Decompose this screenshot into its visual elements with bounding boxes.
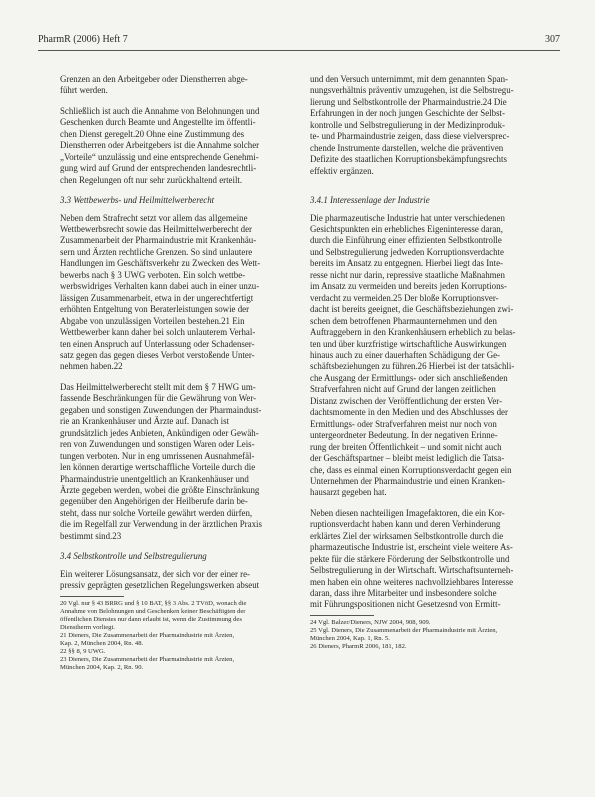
paragraph: Neben dem Strafrecht setzt vor allem das allgemeine Wettbewerbsrecht sowie das Heilmittelwerberecht der Zusammenarbeit der Pharmaindustrie mit Krankenhäu- sern und Ärzten rechtliche Grenzen. So sind unlautere Handlungen im Geschäftsverkehr zu Zwecken des Wett- bewerbs nach § 3 UWG verboten. Ein solch wettbe- werbswidriges Verhalten kann dabei auch in einer unzu- lässigen Zusammenarbeit, etwa in der ungerechtfertigt erhöhten Entgeltung von Beraterleistungen sowie der Abgabe von unzulässigen Vorteilen bestehen.21 Ein Wettbewerber kann daher bei solch unlauterem Verhal- ten einen Anspruch auf Unterlassung oder Schadenser- satz gegen das gegen dieses Verbot verstoßende Unter- nehmen haben.22: [60, 212, 261, 372]
footnote: 22 §§ 8, 9 UWG.: [60, 648, 106, 656]
paragraph: Das Heilmittelwerberecht stellt mit dem § 7 HWG um- fassende Beschränkungen für die Gewährung von Wer- gegaben und sonstigen Zuwendungen der Pharmaindust- rie an Krankenhäuser und Ärzte auf. Danach ist grundsätzlich jedes Anbieten, Ankündigen oder Gewäh- ren von Zuwendungen und sonstigen Waren oder Leis- tungen verboten. Nur in eng umrissenen Ausnahmefäl- len können derartige wertschaffliche Vorteile durch die Pharmaindustrie unentgeltlich an Krankenhäuser und Ärzte gegeben werden, wobei die größte Einschränkung gegenüber den Angehörigen der Heilberufe darin be- steht, dass nur solche Vorteile gewährt werden dürfen, die im Regelfall zur Verwendung in der ärztlichen Praxis bestimmt sind.23: [60, 381, 262, 541]
paragraph: Grenzen an den Arbeitgeber oder Dienstherren abge- führt werden.: [60, 74, 248, 96]
footnote: 24 Vgl. Balzer/Dieners, NJW 2004, 908, 909.: [310, 618, 431, 626]
paragraph: Schließlich ist auch die Annahme von Belohnungen und Geschenken durch Beamte und Angestellte im öffentli- chen Dienst geregelt.20 Ohne eine Zustimmung des Dienstherren oder Arbeitgebers ist die Annahme solcher „Vorteile“ unzulässig und eine entsprechende Genehmi- gung wird auf Grund der entsprechenden landesrechtli- chen Regelungen oft nur sehr zurückhaltend erteilt.: [60, 105, 260, 185]
footnote-rule: [60, 596, 124, 597]
footnote: 20 Vgl. nur § 43 BRRG und § 10 BAT, §§ 3 Abs. 2 TVöD, wonach die Annahme von Belohnungen und Geschenken keiner Beschäftigten der öffentlichen Dienstes nur dann erlaubt ist, wenn die Zustimmung des Dienstherrn vorliegt.: [60, 599, 247, 631]
section-heading: 3.4.1 Interessenlage der Industrie: [310, 195, 430, 206]
footnote: 21 Dieners, Die Zusammenarbeit der Pharmaindustrie mit Ärzten, Kap. 2, München 2004, Rn. 48.: [60, 631, 235, 648]
header-rule: [38, 50, 560, 51]
running-header: [38, 34, 560, 48]
footnote: 26 Dieners, PharmR 2006, 181, 182.: [310, 643, 407, 651]
journal-name: PharmR (2006) Heft 7: [38, 34, 128, 45]
right-column: [310, 74, 554, 651]
page-number: 307: [545, 34, 560, 45]
section-heading: 3.3 Wettbewerbs- und Heilmittelwerberecht: [60, 195, 215, 206]
paragraph: Neben diesen nachteiligen Imagefaktoren, die ein Kor- ruptionsverdacht haben kann und deren Verhinderung erklärtes Ziel der wirksamen Selbstkontrolle durch die pharmazeutische Industrie ist, erscheint viele weitere As- pekte für die stärkere Förderung der Selbstkontrolle und Selbstregulierung in der Wirtschaft. Wirtschaftsunterneh- men haben ein ohne weiteres nachvollziehbares Interesse daran, dass ihre Mitarbeiter und insbesondere solche mit Führungspositionen nicht Gesetzesnd von Ermitt-: [310, 507, 514, 610]
left-column: [60, 74, 304, 672]
paragraph: Die pharmazeutische Industrie hat unter verschiedenen Gesichtspunkten ein erhebliches Eigeninteresse daran, durch die Einführung einer effizienten Selbstkontrolle und Selbstregulierung jedweden Korruptionsverdachte bereits im Ansatz zu entgegnen. Hierbei liegt das Inte- resse nicht nur darin, repressive staatliche Maßnahmen im Ansatz zu vermeiden und bereits jeden Korruptions- verdacht zu vermeiden.25 Der bloße Korruptionsver- dacht ist bereits geeignet, die Geschäftsbeziehungen zwi- schen dem betroffenen Pharmaunternehmen und den Auftraggebern in den Krankenhäusern erheblich zu belas- ten und über kurzfristige wirtschaftliche Auswirkungen hinaus auch zu einer dauerhaften Schädigung der Ge- schäftsbeziehungen zu führen.26 Hierbei ist der tatsächli- che Ausgang der Ermittlungs- oder sich anschließenden Strafverfahren nicht auf Grund der langen zeitlichen Distanz zwischen der Veröffentlichung der ersten Ver- dachtsmomente in den Medien und des Abschlusses der Ermittlungs- oder Strafverfahren meist nur noch von untergeordneter Bedeutung. In der negativen Erinne- rung der breiten Öffentlichkeit – und somit nicht auch der Geschäftspartner – bleibt meist lediglich die Tatsa- che, dass es einmal einen Korruptionsverdacht gegen ein Unternehmen der Pharmaindustrie und einen Kranken- hausarzt gegeben hat.: [310, 212, 516, 498]
footnote: 23 Dieners, Die Zusammenarbeit der Pharmaindustrie mit Ärzten, München 2004, Kap. 2, Rn. 90.: [60, 656, 235, 672]
paragraph: und den Versuch unternimmt, mit dem genannten Span- nungsverhältnis präventiv umzugehen, ist die Selbstregu- lierung und Selbstkontrolle der Pharmaindustrie.24 Die Erfahrungen in der noch jungen Geschichte der Selbst- kontrolle und Selbstregulierung in der Medizinproduk- te- und Pharmaindustrie zeigen, dass diese vielversprec- chende Instrumente darstellen, welche die präventiven Defizite des staatlichen Korruptionsbekämpfungsrechts effektiv ergänzen.: [310, 74, 514, 176]
section-heading: 3.4 Selbstkontrolle und Selbstregulierung: [60, 551, 207, 562]
paragraph: Ein weiterer Lösungsansatz, der sich vor der einer re- pressiv geprägten gesetzlichen Regelungswerken abseut: [60, 568, 260, 591]
footnote: 25 Vgl. Dieners, Die Zusammenarbeit der Pharmaindustrie mit Ärzten, München 2004, Kap. 1, Rn. 5.: [310, 627, 498, 643]
footnote-rule: [310, 615, 374, 616]
